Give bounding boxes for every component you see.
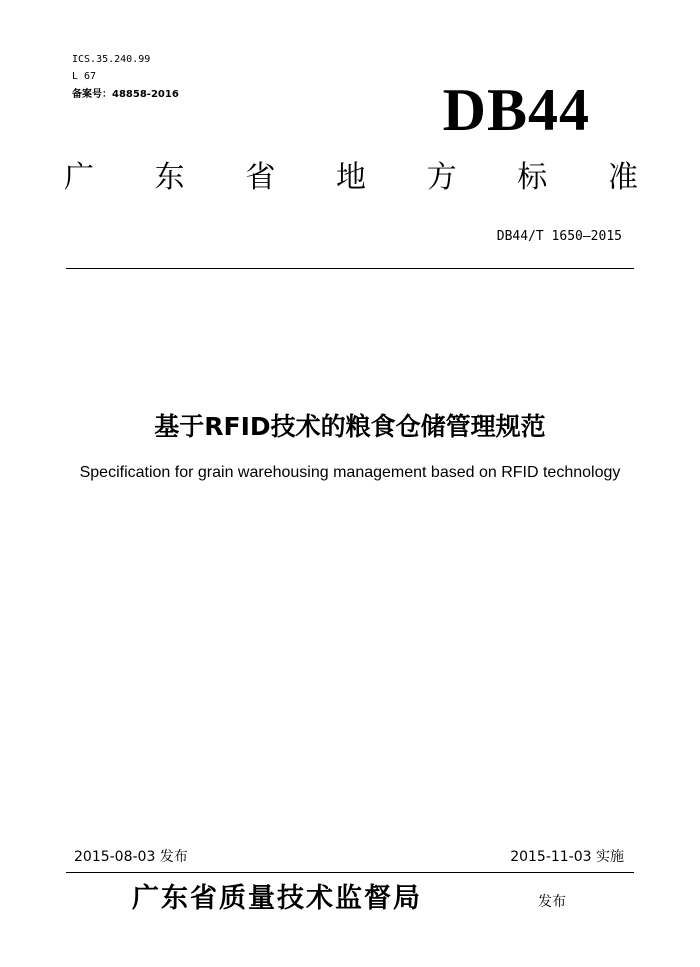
issue-date: 2015-08-03 发布 (74, 849, 188, 865)
ccs-code: L 67 (72, 71, 97, 82)
implementation-date: 2015-11-03 实施 (510, 849, 624, 865)
standard-type-char: 方 (426, 160, 457, 195)
standard-type-char: 省 (245, 160, 276, 195)
standard-type-char: 东 (154, 160, 185, 195)
issuing-authority: 广东省质量技术监督局 (132, 883, 422, 914)
record-number: 备案号：48858-2016 (72, 89, 179, 100)
ics-code: ICS.35.240.99 (72, 54, 151, 65)
title-chinese: 基于RFID技术的粮食仓储管理规范 (154, 412, 546, 441)
standard-type-char: 标 (517, 160, 548, 195)
standard-number: DB44/T 1650—2015 (496, 229, 622, 244)
issuer-suffix: 发布 (538, 894, 566, 910)
standard-type-heading (62, 158, 640, 198)
standard-type-char: 地 (335, 160, 366, 195)
header-divider (66, 268, 634, 269)
footer-divider (66, 872, 634, 873)
standard-type-char: 准 (607, 160, 638, 195)
standard-type-char: 广 (64, 160, 94, 195)
title-english: Specification for grain warehousing management based on RFID technology (79, 464, 621, 481)
standard-code-logo: DB44 (442, 77, 590, 143)
